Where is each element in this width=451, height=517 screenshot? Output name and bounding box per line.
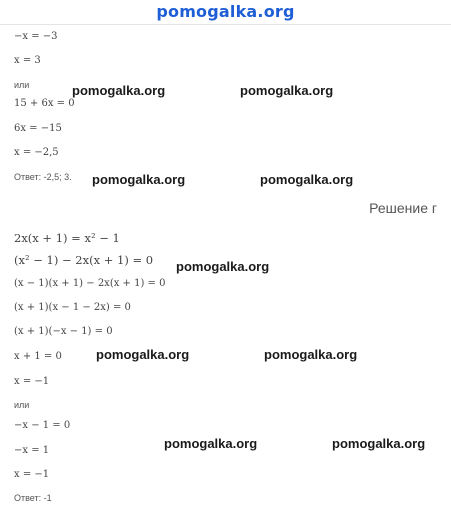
answer-line: Ответ: -2,5; 3. — [14, 172, 72, 182]
solution-line: 15 + 6x = 0 — [14, 98, 75, 109]
answer-line: Ответ: -1 — [14, 493, 52, 503]
solution-line: x = −1 — [14, 376, 50, 387]
watermark: pomogalka.org — [260, 172, 354, 187]
watermark: pomogalka.org — [92, 172, 186, 187]
solution-line: x = 3 — [14, 55, 41, 66]
solution-line: (x + 1)(x − 1 − 2x) = 0 — [14, 302, 131, 313]
watermark: pomogalka.org — [240, 83, 334, 98]
solution-line: 2x(x + 1) = x² − 1 — [14, 231, 120, 245]
solution-line: (x − 1)(x + 1) − 2x(x + 1) = 0 — [14, 278, 166, 289]
or-word: или — [14, 80, 30, 90]
solution-line: x = −2,5 — [14, 147, 59, 158]
solution-line: (x² − 1) − 2x(x + 1) = 0 — [14, 253, 154, 267]
solution-line: −x − 1 = 0 — [14, 420, 71, 431]
watermark: pomogalka.org — [176, 259, 270, 274]
solution-line: (x + 1)(−x − 1) = 0 — [14, 326, 113, 337]
watermark: pomogalka.org — [264, 347, 358, 362]
solution-line: −x = 1 — [14, 445, 50, 456]
watermark: pomogalka.org — [164, 436, 258, 451]
site-logo[interactable]: pomogalka.org — [156, 2, 295, 21]
watermark: pomogalka.org — [96, 347, 190, 362]
solution-line: x + 1 = 0 — [14, 351, 62, 362]
section-heading: Решение г — [369, 200, 437, 216]
solution-line: −x = −3 — [14, 31, 58, 42]
or-word: или — [14, 400, 30, 410]
solution-line: x = −1 — [14, 469, 50, 480]
header-divider — [0, 24, 451, 25]
solution-line: 6x = −15 — [14, 123, 62, 134]
watermark: pomogalka.org — [332, 436, 426, 451]
watermark: pomogalka.org — [72, 83, 166, 98]
